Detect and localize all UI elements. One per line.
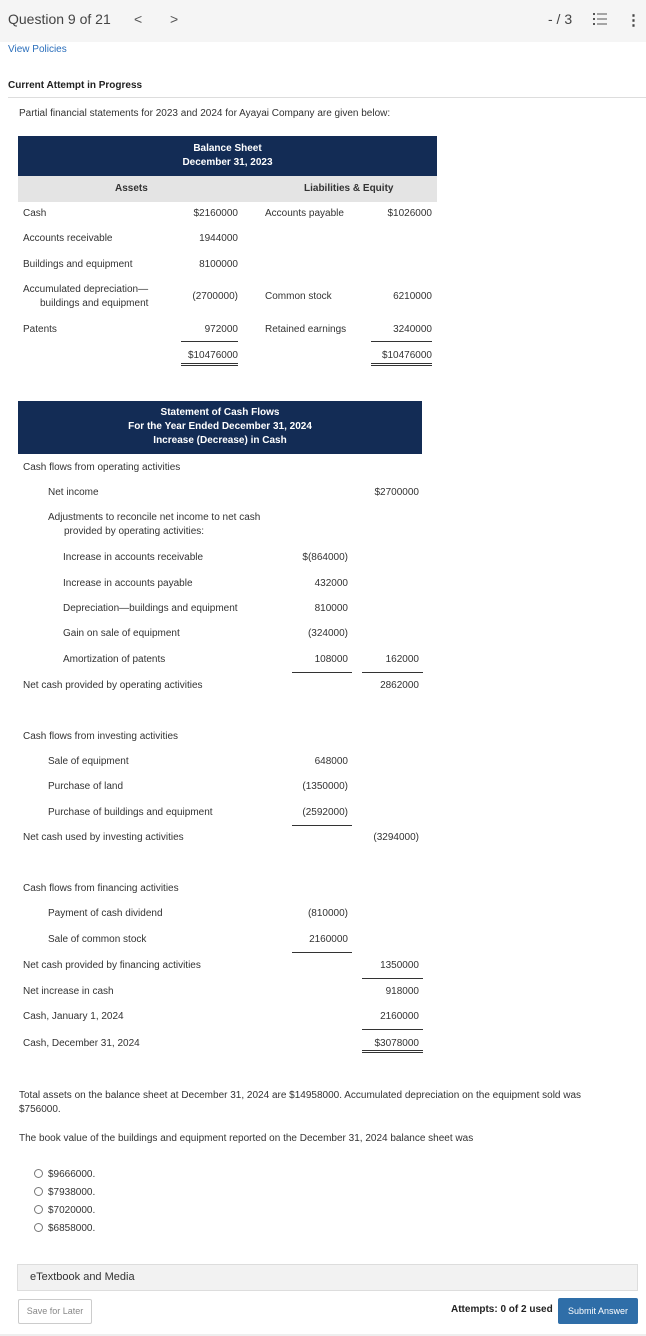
row-value: 2160000: [309, 934, 348, 945]
answer-option-label: $9666000.: [48, 1169, 96, 1180]
cash-flow-period: For the Year Ended December 31, 2024: [128, 421, 312, 432]
asset-label: Accounts receivable: [23, 233, 113, 244]
liabilities-total: $10476000: [381, 350, 432, 361]
radio-button[interactable]: [34, 1223, 43, 1232]
row-label: Amortization of patents: [63, 654, 166, 665]
ending-cash-value: $3078000: [374, 1038, 419, 1049]
liability-value: 3240000: [393, 324, 432, 335]
liability-label: Accounts payable: [265, 208, 344, 219]
answer-option[interactable]: [34, 1169, 95, 1180]
row-label: Increase in accounts payable: [63, 578, 193, 589]
liability-label: Common stock: [265, 291, 332, 302]
underline: [292, 672, 352, 673]
intro-text: Partial financial statements for 2023 and 2024 for Ayayai Company are given below:: [19, 108, 391, 119]
asset-label-continued: buildings and equipment: [40, 298, 149, 309]
row-value: (810000): [307, 908, 348, 919]
row-value: (1350000): [302, 781, 348, 792]
asset-label: Patents: [23, 324, 57, 335]
question-prompt: The book value of the buildings and equipment reported on the December 31, 2024 balance sheet was: [19, 1133, 474, 1144]
row-value: 108000: [314, 654, 348, 665]
subtotal-label: Net cash provided by financing activities: [23, 960, 201, 971]
section-header: Cash flows from financing activities: [23, 883, 179, 894]
double-underline: [362, 1050, 423, 1053]
cash-flow-title: Statement of Cash Flows: [160, 407, 280, 418]
row-label: Payment of cash dividend: [48, 908, 163, 919]
underline: [181, 341, 238, 342]
answer-option-label: $6858000.: [48, 1223, 96, 1234]
row-label: Purchase of buildings and equipment: [48, 807, 213, 818]
attempt-heading: Current Attempt in Progress: [8, 80, 143, 91]
row-label: Increase in accounts receivable: [63, 552, 204, 563]
row-value: 432000: [314, 578, 348, 589]
attempts-counter: Attempts: 0 of 2 used: [451, 1304, 553, 1315]
cash-flow-subtitle: Increase (Decrease) in Cash: [153, 435, 287, 446]
next-question-icon[interactable]: >: [170, 11, 179, 27]
subtotal-value: 1350000: [380, 960, 419, 971]
row-label: Gain on sale of equipment: [63, 628, 180, 639]
question-counter: Question 9 of 21: [8, 11, 111, 27]
row-label: Net increase in cash: [23, 986, 114, 997]
asset-value: 1944000: [199, 233, 238, 244]
asset-value: 972000: [204, 324, 238, 335]
row-value: (2592000): [302, 807, 348, 818]
underline: [362, 672, 423, 673]
radio-button[interactable]: [34, 1169, 43, 1178]
asset-value: (2700000): [192, 291, 238, 302]
row-value: 918000: [385, 986, 419, 997]
answer-option-label: $7938000.: [48, 1187, 96, 1198]
question-list-icon[interactable]: [593, 12, 607, 26]
balance-sheet-title: Balance Sheet: [193, 143, 262, 154]
assets-total: $10476000: [187, 350, 238, 361]
row-label: Net income: [48, 487, 99, 498]
cash-flow-header: [18, 401, 422, 454]
balance-sheet-date: December 31, 2023: [182, 157, 273, 168]
top-bar: [0, 0, 646, 42]
row-label: Cash, December 31, 2024: [23, 1038, 140, 1049]
row-label: Sale of common stock: [48, 934, 147, 945]
row-label: Sale of equipment: [48, 756, 129, 767]
radio-button[interactable]: [34, 1205, 43, 1214]
section-header: Cash flows from investing activities: [23, 731, 179, 742]
answer-option-label: $7020000.: [48, 1205, 96, 1216]
row-value: 648000: [314, 756, 348, 767]
row-value: 2160000: [380, 1011, 419, 1022]
radio-button[interactable]: [34, 1187, 43, 1196]
section-header: Cash flows from operating activities: [23, 462, 181, 473]
asset-label: Buildings and equipment: [23, 259, 133, 270]
row-label: Cash, January 1, 2024: [23, 1011, 124, 1022]
previous-question-icon[interactable]: <: [134, 11, 143, 27]
save-for-later-button[interactable]: Save for Later: [18, 1299, 92, 1324]
answer-option[interactable]: [34, 1223, 95, 1234]
balance-sheet-column-headers: [18, 176, 437, 202]
submit-answer-button[interactable]: Submit Answer: [558, 1298, 638, 1324]
liability-value: 6210000: [393, 291, 432, 302]
asset-value: 8100000: [199, 259, 238, 270]
answer-option[interactable]: [34, 1205, 95, 1216]
row-label: Adjustments to reconcile net income to net cash: [48, 512, 261, 523]
liabilities-header: Liabilities & Equity: [304, 183, 394, 194]
asset-label: Cash: [23, 208, 47, 219]
subtotal-label: Net cash provided by operating activities: [23, 680, 203, 691]
row-label-continued: provided by operating activities:: [64, 526, 205, 537]
asset-value: $2160000: [193, 208, 238, 219]
question-facts: Total assets on the balance sheet at December 31, 2024 are $14958000. Accumulated depreciation on the equipment sold was $756000.: [19, 1090, 582, 1115]
more-options-icon[interactable]: ⋮: [626, 12, 641, 29]
underline: [292, 825, 352, 826]
underline: [292, 952, 352, 953]
row-value: (324000): [307, 628, 348, 639]
subtotal-value: 2862000: [380, 680, 419, 691]
double-underline: [371, 363, 432, 366]
underline: [362, 978, 423, 979]
liability-value: $1026000: [387, 208, 432, 219]
row-label: Purchase of land: [48, 781, 124, 792]
subtotal-value: (3294000): [373, 832, 419, 843]
row-value: $(864000): [302, 552, 348, 563]
row-value: 810000: [314, 603, 348, 614]
row-total: 162000: [385, 654, 419, 665]
underline: [371, 341, 432, 342]
etextbook-media-section[interactable]: eTextbook and Media: [17, 1264, 638, 1291]
row-label: Depreciation—buildings and equipment: [63, 603, 238, 614]
row-value: $2700000: [374, 487, 419, 498]
score: - / 3: [548, 11, 573, 27]
view-policies-link[interactable]: View Policies: [8, 44, 67, 55]
asset-label: Accumulated depreciation—: [23, 284, 149, 295]
liability-label: Retained earnings: [265, 324, 347, 335]
answer-option[interactable]: [34, 1187, 95, 1198]
underline: [362, 1029, 423, 1030]
divider: [8, 97, 646, 98]
assets-header: Assets: [115, 183, 148, 194]
subtotal-label: Net cash used by investing activities: [23, 832, 184, 843]
balance-sheet-header: [18, 136, 437, 176]
double-underline: [181, 363, 238, 366]
